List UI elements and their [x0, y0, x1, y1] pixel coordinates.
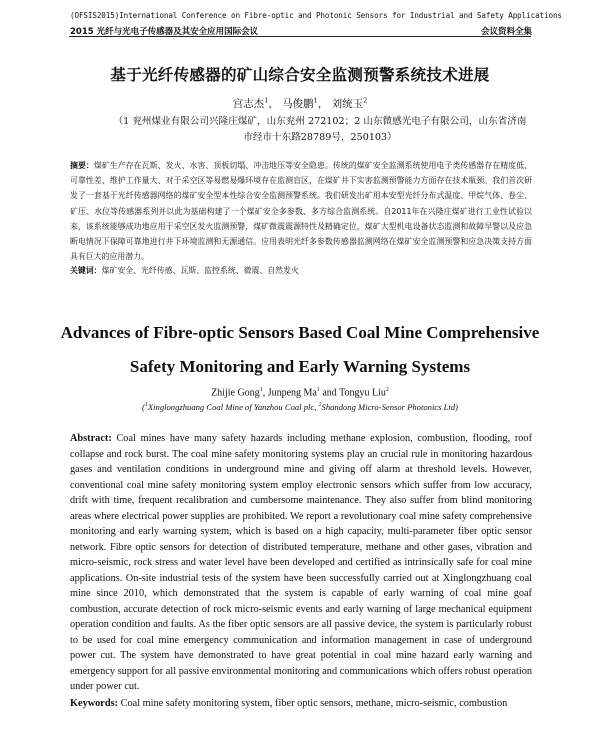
chinese-author-2-mark: 1: [313, 96, 318, 105]
chinese-author-3-mark: 2: [363, 96, 368, 105]
english-title-line-2: Safety Monitoring and Early Warning Systems: [129, 357, 471, 376]
chinese-keywords-text: 煤矿安全、光纤传感、瓦斯、监控系统、微震、自然发火: [101, 266, 299, 275]
english-authors: Zhijie Gong$^1$, Junpeng Ma$^1$ and Tongyu Liu$^2$: [211, 387, 389, 399]
english-affiliation-1-mark: 1: [144, 402, 148, 409]
chinese-author-2: 马俊鹏: [282, 98, 314, 110]
english-affiliation: ($^1$Xinglongzhuang Coal Mine of Yanzhou Coal plc, $^2$Shandong Micro-Sensor Photonics Ltd): [142, 402, 458, 412]
english-author-2: Junpeng Ma: [267, 387, 317, 399]
english-abstract-label: Abstract:: [70, 433, 112, 444]
english-keywords-label: Keywords:: [70, 698, 119, 709]
chinese-affiliation: （1 兖州煤业有限公司兴隆庄煤矿，山东兖州 272102；2 山东微感光电子有限公司，山东省济南市经市十东路28789号，250103）: [113, 116, 527, 143]
english-affiliation-1: Xinglongzhuang Coal Mine of Yanzhou Coal plc,: [147, 402, 317, 412]
chinese-author-1-mark: 1: [264, 96, 269, 105]
chinese-authors: 宫志杰$^1$， 马俊鹏$^1$， 刘统玉$^2$: [232, 96, 368, 110]
english-keywords: [70, 696, 532, 711]
chinese-author-3: 刘统玉: [331, 98, 364, 110]
header-rule: [69, 36, 531, 37]
english-affiliation-2: Shandong Micro-Sensor Photonics Ltd: [321, 402, 456, 412]
collection-label: 会议资料全集: [480, 27, 532, 37]
english-abstract: [70, 431, 532, 695]
english-author-1: Zhijie Gong: [211, 387, 260, 399]
english-author-1-mark: 1: [259, 387, 263, 393]
chinese-abstract: [70, 158, 532, 264]
chinese-author-1: 宫志杰: [232, 98, 265, 110]
chinese-abstract-label: 摘要：: [70, 161, 94, 170]
conference-header-en: (OFSIS2015)International Conference on Fibre-optic and Photonic Sensors for Industrial and Safety Applications: [70, 11, 562, 20]
english-keywords-text: Coal mine safety monitoring system, fiber optic sensors, methane, micro-seismic, combustion: [120, 698, 508, 709]
english-author-2-mark: 1: [316, 387, 320, 393]
chinese-keywords: [70, 264, 532, 278]
chinese-abstract-text: 煤矿生产存在瓦斯、发火、水害、顶板切塌、冲击地压等安全隐患。传统的煤矿安全监测系统使用电子类传感器存在精度低、可靠性差、维护工作量大、对于采空区等易燃易爆环境存在监测盲区，在煤矿井下实害监测预警能力方面存在技术瓶颈。我们首次研发了一套基于光纤传感器网络的煤矿安全型本性综合安全监测预警系统。我们研发出矿用本安型光纤分布式温度、甲烷气体、卷尘、矿压、水位等传感器系列并以此为基础构建了一个煤矿安全多参数、多方综合监测系统。自2011年在兴隆庄煤矿进行工业性试验以来，该系统能够成功地应用于采空区发火监测预警，煤矿微震震源特性及精确定位，煤矿大型机电设备状态监测和故障早警以及应急断电情况下保障可靠地进行井下环境监测和无源通信。应用表明光纤多参数传感器监测网络在煤矿安全监测预警和应急决策支持方面具有巨大的应用潜力。: [70, 161, 532, 262]
english-abstract-text: Coal mines have many safety hazards including methane explosion, combustion, flooding, roof collapse and rock burst. The coal mine safety monitoring systems play an crucial rule in monitoring hazardous gases and ventilation conditions in underground mine and giving off alarm at threshold levels. However, conventional coal mine safety monitoring system employ electronic sensors which suffer from low accuracy, drift with time, frequent recalibration and cumbersome maintenance. They also suffer from blind monitoring areas where electrical power supplies are prohibited. We report a revolutionary coal mine safety comprehensive monitoring and early warning system, which is based on a high capacity, multi-parameter fiber optic sensor network. Fibre optic sensors for detection of distributed temperature, methane and other gases, vibration and micro-seismic, rock stress and water level have been developed and certified as intrinsically safe for coal mine applications. On-site industrial tests of the system have been successfully carried out at Xinglongzhuang coal mine since 2010, which demonstrated that the system is capable of early warning of coal mine goaf combustion, accurate detection of rock micro-seismic events and early warning of large mechanical equipment operation condition and faults. As the fiber optic sensors are all passive device, the system is particularly robust to be used for coal mine emergency communication and information management in case of underground power cut. The system have demonstrated to have great potential in coal mine hazard early warning and emergency support for all passive environmental monitoring and communications which offers robust operation under power cut.: [70, 433, 532, 692]
english-affiliation-2-mark: 2: [318, 402, 322, 409]
english-author-3: Tongyu Liu: [339, 387, 386, 399]
english-title-line-1: Advances of Fibre-optic Sensors Based Coal Mine Comprehensive: [60, 323, 540, 342]
chinese-keywords-label: 关键词：: [70, 266, 102, 275]
chinese-title: 基于光纤传感器的矿山综合安全监测预警系统技术进展: [110, 66, 490, 84]
english-author-3-mark: 2: [385, 387, 389, 393]
conference-header-cn: 2015 光纤与光电子传感器及其安全应用国际会议: [70, 27, 259, 37]
